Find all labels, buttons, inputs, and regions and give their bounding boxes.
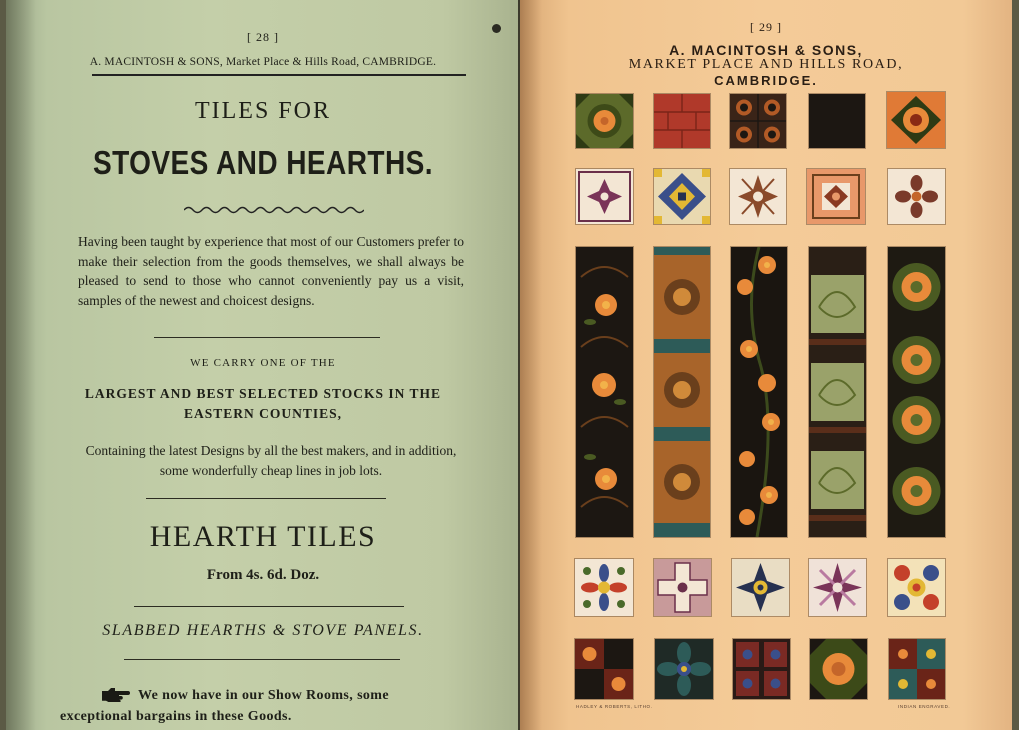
tile-dark-quatrefoil [730, 94, 786, 148]
tile-olive-orange-flower [810, 639, 867, 699]
divider-rule [134, 606, 404, 607]
tile-teal-rosette [655, 639, 713, 699]
tile-colourful-floral [888, 559, 945, 616]
panel-black-orange-flowers [731, 247, 787, 537]
panel-dark-medallions [888, 247, 945, 537]
stock-line-2: LARGEST AND BEST SELECTED STOCKS IN THE [84, 386, 442, 401]
tile-navy-star [732, 559, 789, 616]
binding-hole [492, 24, 501, 33]
title-line-1: TILES FOR [194, 98, 331, 124]
designs-paragraph: Containing the latest Designs by all the best makers, and in addition, some wonderfully cheap lines in job lots. [85, 443, 457, 478]
tile-blue-yellow-geometric [654, 169, 710, 224]
tile-cream-brown-star [730, 169, 786, 224]
panel-brown-majolica [654, 247, 710, 537]
tile-pink-cross [654, 559, 711, 616]
divider-rule [146, 498, 386, 499]
tile-pink-purple-star [809, 559, 866, 616]
showrooms-line-2: exceptional bargains in these Goods. [60, 709, 292, 724]
tile-cream-brown-floral [888, 169, 945, 224]
page-number: [ 29 ] [750, 20, 782, 34]
company-name: A. MACINTOSH & SONS, [669, 42, 863, 58]
company-town: CAMBRIDGE. [714, 73, 818, 88]
tile-floral-cream [575, 559, 633, 616]
showrooms-line-1 [100, 686, 389, 704]
stock-line-3: EASTERN COUNTIES, [183, 406, 343, 421]
stock-line-1: WE CARRY ONE OF THE [190, 357, 336, 369]
intro-paragraph: Having been taught by experience that most of our Customers prefer to make their selection from the goods themselves, we shall always be pleased to send to those who cannot conveniently pay us a visit, samples of the newest and choicest designs. [78, 234, 464, 308]
price-line: From 4s. 6d. Doz. [206, 567, 320, 583]
right-page [520, 0, 1012, 730]
tile-plain-black [809, 94, 865, 148]
hearth-tiles-heading: HEARTH TILES [149, 520, 377, 553]
divider-rule [124, 659, 400, 660]
showrooms-text-1: We now have in our Show Rooms, some [138, 688, 389, 703]
company-address: MARKET PLACE AND HILLS ROAD, [628, 57, 904, 72]
engraver-credit: INDIAN ENGRAVED. [898, 704, 951, 709]
page-number: [ 28 ] [247, 30, 279, 44]
tile-red-brick [654, 94, 710, 148]
left-page [6, 0, 520, 730]
tile-dark-quartered [575, 639, 633, 699]
pointing-hand-icon [100, 686, 130, 702]
panel-dark-orange-flowers [576, 247, 633, 537]
slabbed-hearths-line: SLABBED HEARTHS & STOVE PANELS. [102, 622, 424, 639]
tile-olive-orange-medallion [576, 94, 633, 148]
header-rule [92, 74, 466, 76]
title-line-2: STOVES AND HEARTHS. [92, 144, 434, 181]
tile-maroon-quatrefoil [733, 639, 790, 699]
tile-dark-checker [889, 639, 945, 699]
printer-credit: HADLEY & ROBERTS, LITHO. [576, 704, 653, 709]
tile-orange-rosette [887, 92, 945, 148]
tile-peach-framed [807, 169, 865, 224]
tile-cream-purple-star [576, 169, 633, 224]
panel-sage-scroll [809, 247, 866, 537]
company-header: A. MACINTOSH & SONS, Market Place & Hills Road, CAMBRIDGE. [89, 56, 437, 68]
divider-rule [154, 337, 380, 338]
wavy-divider-icon [184, 205, 364, 215]
